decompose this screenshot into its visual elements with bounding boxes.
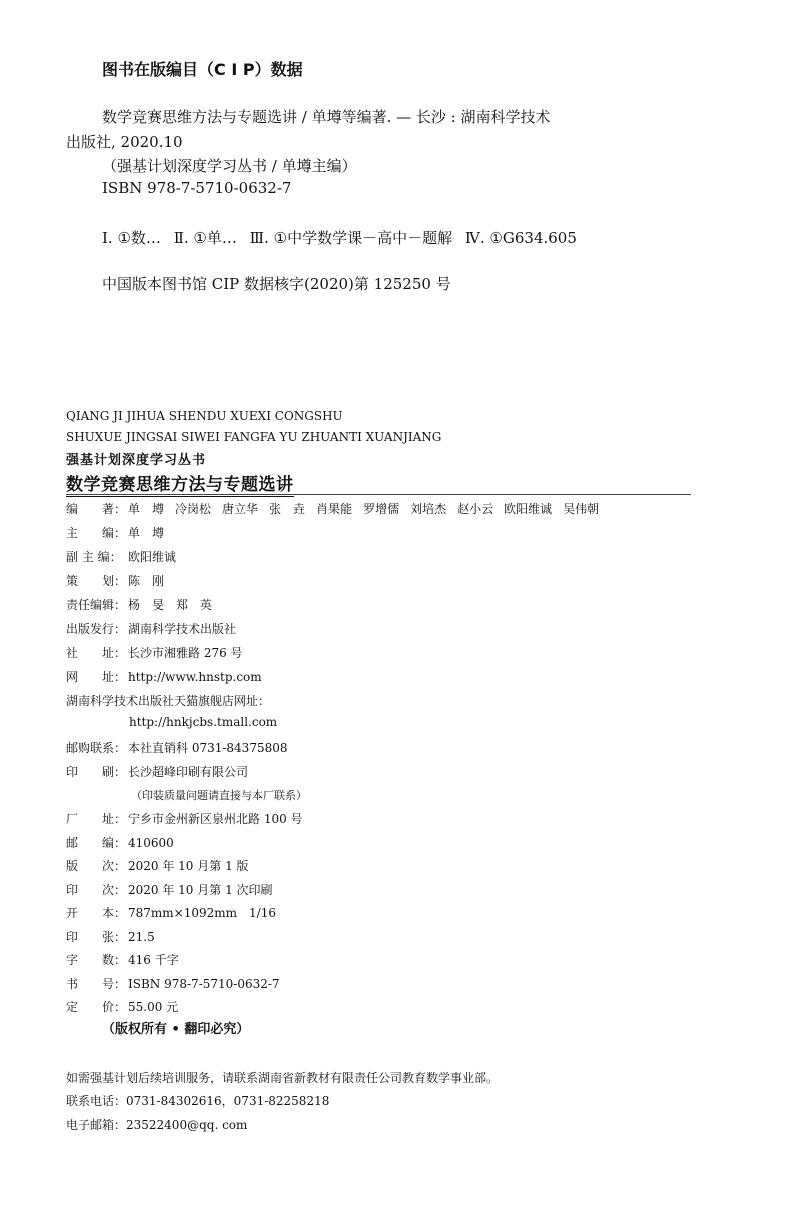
row-value: 单 墫 <box>128 526 165 540</box>
author: 唐立华 <box>222 502 259 516</box>
cip-classification <box>102 227 585 248</box>
format-row <box>66 904 276 921</box>
title-divider <box>66 494 691 495</box>
edition-row <box>66 857 249 874</box>
series-name: 强基计划深度学习丛书 <box>66 453 207 468</box>
row-label: 厂 址： <box>66 812 127 826</box>
row-value: 410600 <box>128 836 174 850</box>
author: 刘培杰 <box>410 502 447 516</box>
series-pinyin-1: QIANG JI JIHUA SHENDU XUEXI CONGSHU <box>66 409 343 423</box>
row-label: 开 本： <box>66 906 127 920</box>
row-value: 长沙市湘雅路 276 号 <box>128 646 243 660</box>
author: 单 墫 <box>128 502 165 516</box>
row-value: ISBN 978-7-5710-0632-7 <box>128 977 280 991</box>
row-value: 787mm×1092mm 1/16 <box>128 906 276 920</box>
row-value: 欧阳维诚 <box>128 550 177 564</box>
author: 赵小云 <box>457 502 494 516</box>
word-count-row <box>66 951 179 968</box>
postcode-row <box>66 834 174 851</box>
author: 吴伟朝 <box>563 502 600 516</box>
responsible-editor-row <box>66 596 212 613</box>
row-value: 55.00 元 <box>128 1000 179 1014</box>
cip-heading: 图书在版编目（C I P）数据 <box>102 60 303 79</box>
class-3: Ⅲ. ①中学数学课－高中－题解 <box>249 229 453 247</box>
row-value: 416 千字 <box>128 953 179 967</box>
author: 欧阳维诚 <box>504 502 553 516</box>
address-row <box>66 644 243 661</box>
row-label: 社 址： <box>66 646 127 660</box>
sheets-row <box>66 928 155 945</box>
row-label: 印 次： <box>66 883 127 897</box>
row-label: 书 号： <box>66 977 127 991</box>
contact-phone: 联系电话：0731-84302616，0731-82258218 <box>66 1094 330 1108</box>
mail-order-row <box>66 739 288 756</box>
class-2: Ⅱ. ①单… <box>173 229 237 247</box>
cip-record-number: 中国版本图书馆 CIP 数据核字(2020)第 125250 号 <box>102 275 451 293</box>
row-value: 长沙超峰印刷有限公司 <box>128 765 249 779</box>
row-value: 宁乡市金州新区泉州北路 100 号 <box>128 812 303 826</box>
row-label: 版 次： <box>66 859 127 873</box>
training-service-note: 如需强基计划后续培训服务，请联系湖南省新教材有限责任公司教育数学事业部。 <box>66 1071 499 1085</box>
row-label: 副 主 编： <box>66 550 122 564</box>
book-title: 数学竞赛思维方法与专题选讲 <box>66 470 294 497</box>
author: 肖果能 <box>316 502 353 516</box>
publisher-row <box>66 620 236 637</box>
author: 冷岗松 <box>175 502 212 516</box>
class-4: Ⅳ. ①G634.605 <box>464 229 577 247</box>
row-label: 网 址： <box>66 670 127 684</box>
tmall-link[interactable]: http://hnkjcbs.tmall.com <box>129 715 278 729</box>
printing-row <box>66 881 273 898</box>
print-quality-note: （印装质量问题请直接与本厂联系） <box>131 789 307 802</box>
row-label: 邮 编： <box>66 836 127 850</box>
deputy-editor-row <box>66 548 176 565</box>
row-value: 湖南科学技术出版社 <box>128 622 237 636</box>
row-value: 杨 旻 郑 英 <box>128 598 213 612</box>
row-label: 印 刷： <box>66 765 127 779</box>
book-number-row <box>66 975 280 992</box>
author: 罗增儒 <box>363 502 400 516</box>
row-label: 邮购联系： <box>66 741 127 755</box>
row-label: 策 划： <box>66 574 127 588</box>
cip-isbn: ISBN 978-7-5710-0632-7 <box>102 179 292 197</box>
website-row <box>66 668 262 685</box>
tmall-label: 湖南科学技术出版社天猫旗舰店网址： <box>66 694 271 708</box>
series-pinyin-2: SHUXUE JINGSAI SIWEI FANGFA YU ZHUANTI XUANJIANG <box>66 430 442 444</box>
cip-series-line: （强基计划深度学习丛书 / 单墫主编） <box>102 157 357 175</box>
row-value: 2020 年 10 月第 1 版 <box>128 859 249 873</box>
row-label: 定 价： <box>66 1000 127 1014</box>
row-value: 2020 年 10 月第 1 次印刷 <box>128 883 273 897</box>
chief-editor-row <box>66 524 164 541</box>
website-link[interactable]: http://www.hnstp.com <box>128 670 262 684</box>
row-label: 出版发行： <box>66 622 127 636</box>
cip-description-line1: 数学竞赛思维方法与专题选讲 / 单墫等编著. — 长沙 : 湖南科学技术 <box>102 108 551 126</box>
author: 张 垚 <box>269 502 306 516</box>
class-1: Ⅰ. ①数… <box>102 229 161 247</box>
row-label: 字 数： <box>66 953 127 967</box>
factory-address-row <box>66 810 303 827</box>
authors-label: 编 著： <box>66 502 127 516</box>
authors-row <box>66 500 610 517</box>
row-value: 本社直销科 0731-84375808 <box>128 741 288 755</box>
contact-email[interactable]: 电子邮箱：23522400@qq. com <box>66 1118 248 1132</box>
copyright-notice: （版权所有 • 翻印必究） <box>102 1022 250 1037</box>
row-label: 责任编辑： <box>66 598 127 612</box>
cip-description-line2: 出版社, 2020.10 <box>66 133 183 151</box>
row-value: 21.5 <box>128 930 155 944</box>
price-row <box>66 998 178 1015</box>
planner-row <box>66 572 164 589</box>
row-label: 主 编： <box>66 526 127 540</box>
row-label: 印 张： <box>66 930 127 944</box>
printer-row <box>66 763 248 780</box>
row-value: 陈 刚 <box>128 574 165 588</box>
